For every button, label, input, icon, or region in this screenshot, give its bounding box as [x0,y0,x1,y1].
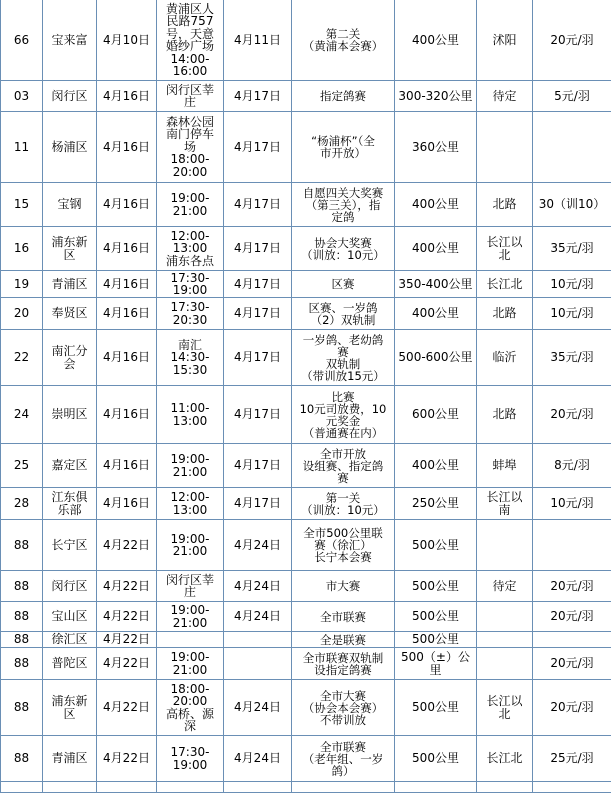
cell-place: 18:00- 20:00 高桥、源 深 [157,680,224,736]
cell-no: 24 [1,386,43,444]
cell-place: 19:00- 21:00 [157,183,224,227]
cell-date: 4月17日 [224,488,292,520]
cell-no: 88 [1,571,43,602]
cell-type: 全市联赛 （老年组、一岁 鸽） [292,736,395,782]
cell-release: 4月16日 [97,183,157,227]
cell-dist: 500公里 [395,602,477,632]
cell-date: 4月17日 [224,330,292,386]
cell-no: 88 [1,648,43,680]
table-row [1,227,611,271]
cell-dir: 北路 [477,298,533,330]
cell-release: 4月22日 [97,680,157,736]
cell-dist: 360公里 [395,112,477,183]
cell-no: 03 [1,81,43,112]
cell-club: 奉贤区 [43,298,97,330]
cell-dist: 500公里 [395,680,477,736]
cell-release: 4月16日 [97,227,157,271]
cell-fee: 20元/羽 [533,648,611,680]
cell-dir [477,520,533,571]
cell-fee: 10元/羽 [533,298,611,330]
cell-type: 全是联赛 [292,632,395,648]
cell-club: 杨浦区 [43,112,97,183]
cell-dist: 500（±）公 里 [395,648,477,680]
cell-fee: 35元/羽 [533,330,611,386]
table-row [1,183,611,227]
cell-dist: 400公里 [395,444,477,488]
cell-type: 市大赛 [292,571,395,602]
cell-dist [395,782,477,793]
cell-place: 闵行区莘 庄 [157,571,224,602]
cell-place: 闵行区莘 庄 [157,81,224,112]
table-row [1,488,611,520]
cell-place: 19:00- 21:00 [157,444,224,488]
cell-release: 4月16日 [97,386,157,444]
cell-fee [533,782,611,793]
cell-dir: 长江以 北 [477,680,533,736]
table-row [1,112,611,183]
table-row [1,782,611,793]
cell-dir: 长江北 [477,736,533,782]
cell-dist: 400公里 [395,0,477,81]
cell-club: 徐汇区 [43,632,97,648]
cell-club: 闵行区 [43,81,97,112]
cell-date: 4月24日 [224,736,292,782]
table-row [1,648,611,680]
cell-club: 嘉定区 [43,444,97,488]
cell-place: 南汇 14:30- 15:30 [157,330,224,386]
cell-dist: 400公里 [395,183,477,227]
cell-place: 17:30- 20:30 [157,298,224,330]
cell-dist: 500-600公里 [395,330,477,386]
cell-place: 森林公园 南门停车 场 18:00- 20:00 [157,112,224,183]
cell-type: 一岁鸽、老幼鸽 赛 双轨制 （带训放15元） [292,330,395,386]
cell-date: 4月17日 [224,271,292,298]
cell-dir: 长江以 北 [477,227,533,271]
cell-club: 浦东新 区 [43,227,97,271]
cell-no: 15 [1,183,43,227]
cell-type: 协会大奖赛 （训放：10元） [292,227,395,271]
cell-type: 指定鸽赛 [292,81,395,112]
cell-type: 全市大赛 （协会本会赛） 不带训放 [292,680,395,736]
cell-type: 全市开放 设组赛、指定鸽 赛 [292,444,395,488]
cell-date: 4月17日 [224,227,292,271]
cell-dir [477,112,533,183]
cell-club [43,782,97,793]
cell-date: 4月24日 [224,571,292,602]
table-row [1,736,611,782]
cell-dir: 待定 [477,81,533,112]
cell-release: 4月22日 [97,648,157,680]
table-body [1,0,611,793]
cell-release: 4月22日 [97,571,157,602]
cell-dir: 蚌埠 [477,444,533,488]
cell-fee: 20元/羽 [533,386,611,444]
cell-release: 4月16日 [97,444,157,488]
cell-place: 12:00- 13:00 浦东各点 [157,227,224,271]
cell-place: 黄浦区人 民路757 号，天意 婚纱广场 14:00- 16:00 [157,0,224,81]
cell-fee: 25元/羽 [533,736,611,782]
cell-place: 12:00- 13:00 [157,488,224,520]
cell-date: 4月17日 [224,386,292,444]
cell-dir: 临沂 [477,330,533,386]
table-row [1,680,611,736]
cell-release: 4月10日 [97,0,157,81]
cell-club: 普陀区 [43,648,97,680]
cell-club: 长宁区 [43,520,97,571]
cell-type: “杨浦杯”（全 市开放） [292,112,395,183]
cell-no: 11 [1,112,43,183]
cell-club: 宝来富 [43,0,97,81]
table-row [1,602,611,632]
cell-dist: 500公里 [395,632,477,648]
cell-type [292,782,395,793]
cell-place: 19:00- 21:00 [157,648,224,680]
cell-fee: 30（训10） [533,183,611,227]
cell-place: 19:00- 21:00 [157,602,224,632]
cell-release: 4月22日 [97,520,157,571]
cell-fee: 20元/羽 [533,680,611,736]
cell-no: 16 [1,227,43,271]
cell-fee [533,632,611,648]
cell-fee: 20元/羽 [533,0,611,81]
cell-type: 区赛 [292,271,395,298]
cell-dist: 500公里 [395,736,477,782]
cell-dir: 沭阳 [477,0,533,81]
cell-club: 南汇分 会 [43,330,97,386]
cell-dir: 长江北 [477,271,533,298]
cell-club: 崇明区 [43,386,97,444]
cell-dist: 400公里 [395,227,477,271]
cell-fee: 5元/羽 [533,81,611,112]
cell-club: 宝山区 [43,602,97,632]
cell-no: 25 [1,444,43,488]
cell-club: 浦东新 区 [43,680,97,736]
cell-type: 全市联赛 [292,602,395,632]
cell-type: 全市联赛双轨制 设指定鸽赛 [292,648,395,680]
cell-club: 宝钢 [43,183,97,227]
cell-club: 闵行区 [43,571,97,602]
cell-release: 4月16日 [97,112,157,183]
cell-release: 4月16日 [97,330,157,386]
cell-date: 4月17日 [224,183,292,227]
cell-date: 4月17日 [224,112,292,183]
cell-club: 青浦区 [43,736,97,782]
cell-date [224,632,292,648]
cell-dir [477,632,533,648]
cell-type: 第二关 （黄浦本会赛） [292,0,395,81]
cell-dir [477,782,533,793]
cell-release: 4月22日 [97,632,157,648]
cell-fee: 8元/羽 [533,444,611,488]
cell-type: 比赛 10元司放费，10 元奖金 （普通赛在内） [292,386,395,444]
cell-club: 青浦区 [43,271,97,298]
cell-no: 66 [1,0,43,81]
cell-no: 88 [1,680,43,736]
cell-no: 88 [1,736,43,782]
table-row [1,571,611,602]
cell-date: 4月24日 [224,520,292,571]
cell-place: 17:30- 19:00 [157,271,224,298]
cell-dist: 250公里 [395,488,477,520]
cell-no: 19 [1,271,43,298]
table-row [1,520,611,571]
cell-no: 28 [1,488,43,520]
cell-dir [477,602,533,632]
cell-fee: 10元/羽 [533,271,611,298]
cell-place: 17:30- 19:00 [157,736,224,782]
cell-release: 4月16日 [97,298,157,330]
cell-fee: 10元/羽 [533,488,611,520]
cell-release: 4月22日 [97,602,157,632]
cell-dist: 600公里 [395,386,477,444]
table-row [1,444,611,488]
cell-no: 20 [1,298,43,330]
cell-dir: 北路 [477,386,533,444]
cell-club: 江东俱 乐部 [43,488,97,520]
cell-type: 自愿四关大奖赛 （第三关），指 定鸽 [292,183,395,227]
cell-place: 11:00- 13:00 [157,386,224,444]
cell-release: 4月16日 [97,488,157,520]
cell-dir [477,648,533,680]
table-row [1,81,611,112]
cell-date [224,782,292,793]
cell-place: 19:00- 21:00 [157,520,224,571]
cell-dist: 500公里 [395,571,477,602]
cell-place [157,632,224,648]
table-row [1,386,611,444]
cell-fee [533,112,611,183]
cell-dist: 350-400公里 [395,271,477,298]
table-row [1,0,611,81]
cell-dir: 长江以 南 [477,488,533,520]
cell-date: 4月24日 [224,602,292,632]
cell-dist: 500公里 [395,520,477,571]
cell-dir: 待定 [477,571,533,602]
cell-release: 4月22日 [97,736,157,782]
cell-release: 4月16日 [97,271,157,298]
cell-place [157,782,224,793]
cell-date: 4月17日 [224,444,292,488]
cell-date [224,648,292,680]
cell-no: 88 [1,632,43,648]
cell-date: 4月11日 [224,0,292,81]
cell-no: 88 [1,520,43,571]
cell-no: 88 [1,602,43,632]
cell-release [97,782,157,793]
table-row [1,271,611,298]
cell-no [1,782,43,793]
cell-type: 区赛、一岁鸽 （2）双轨制 [292,298,395,330]
cell-fee: 20元/羽 [533,602,611,632]
cell-dist: 300-320公里 [395,81,477,112]
cell-fee: 20元/羽 [533,571,611,602]
table-row [1,330,611,386]
cell-date: 4月24日 [224,680,292,736]
cell-release: 4月16日 [97,81,157,112]
cell-fee [533,520,611,571]
table-row [1,298,611,330]
cell-date: 4月17日 [224,298,292,330]
cell-date: 4月17日 [224,81,292,112]
cell-dir: 北路 [477,183,533,227]
cell-dist: 400公里 [395,298,477,330]
table-row [1,632,611,648]
cell-type: 全市500公里联 赛（徐汇） 长宁本会赛 [292,520,395,571]
cell-no: 22 [1,330,43,386]
cell-type: 第一关 （训放：10元） [292,488,395,520]
cell-fee: 35元/羽 [533,227,611,271]
